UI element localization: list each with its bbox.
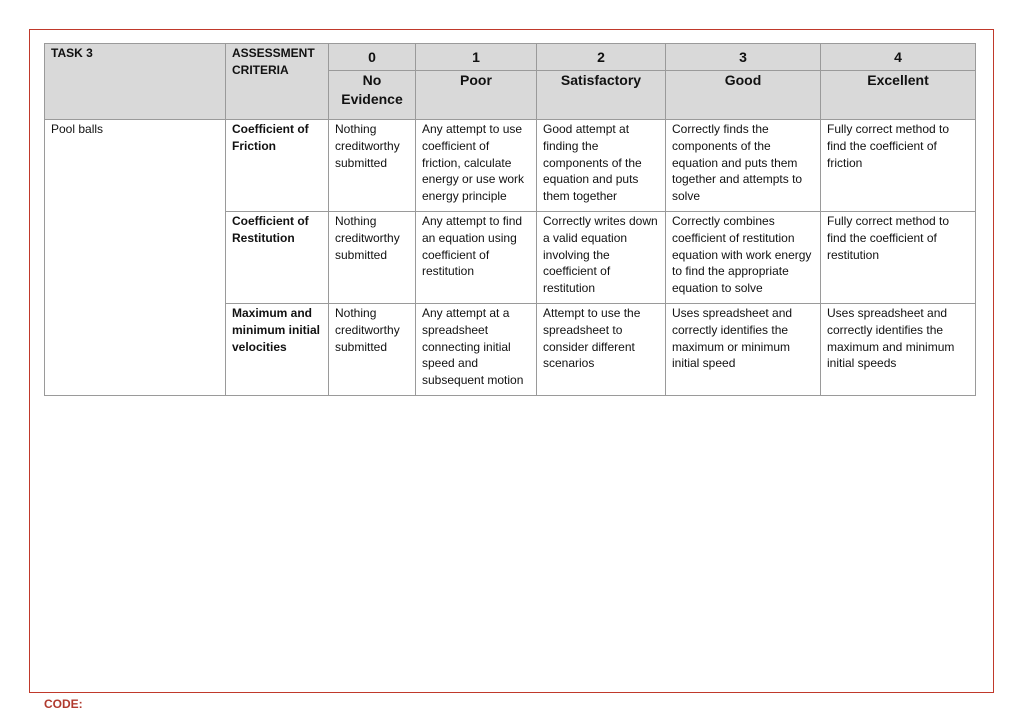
header-row-scores [45,44,976,71]
table-cell: Any attempt at a spreadsheet connecting initial speed and subsequent motion [416,304,537,396]
score-header-4: 4 [821,44,976,71]
criterion-restitution: Coefficient of Restitution [226,212,329,304]
assessment-rubric-table [44,43,976,396]
score-header-1: 1 [416,44,537,71]
level-header-excellent: Excellent [821,71,976,120]
table-cell: Uses spreadsheet and correctly identifies the maximum or minimum initial speed [666,304,821,396]
task-header: TASK 3 [45,44,226,120]
table-cell: Any attempt to use coefficient of friction, calculate energy or use work energy principle [416,120,537,212]
table-cell: Nothing creditworthy submitted [329,120,416,212]
table-row [45,120,976,212]
score-header-3: 3 [666,44,821,71]
level-header-poor: Poor [416,71,537,120]
score-header-2: 2 [537,44,666,71]
criterion-friction: Coefficient of Friction [226,120,329,212]
code-label: CODE: [44,697,83,711]
table-cell: Correctly combines coefficient of restitution equation with work energy to find the appropriate equation to solve [666,212,821,304]
table-cell: Correctly writes down a valid equation involving the coefficient of restitution [537,212,666,304]
level-header-good: Good [666,71,821,120]
table-cell: Fully correct method to find the coefficient of friction [821,120,976,212]
table-cell: Correctly finds the components of the equation and puts them together and attempts to solve [666,120,821,212]
table-cell: Attempt to use the spreadsheet to consider different scenarios [537,304,666,396]
score-header-0: 0 [329,44,416,71]
table-cell: Uses spreadsheet and correctly identifies the maximum and minimum initial speeds [821,304,976,396]
table-cell: Good attempt at finding the components of the equation and puts them together [537,120,666,212]
table-cell: Nothing creditworthy submitted [329,304,416,396]
table-cell: Nothing creditworthy submitted [329,212,416,304]
criteria-header: ASSESSMENT CRITERIA [226,44,329,120]
table-cell: Any attempt to find an equation using coefficient of restitution [416,212,537,304]
level-header-no-evidence: No Evidence [329,71,416,120]
criterion-velocities: Maximum and minimum initial velocities [226,304,329,396]
table-cell: Fully correct method to find the coefficient of restitution [821,212,976,304]
task-name-cell: Pool balls [45,120,226,396]
level-header-satisfactory: Satisfactory [537,71,666,120]
